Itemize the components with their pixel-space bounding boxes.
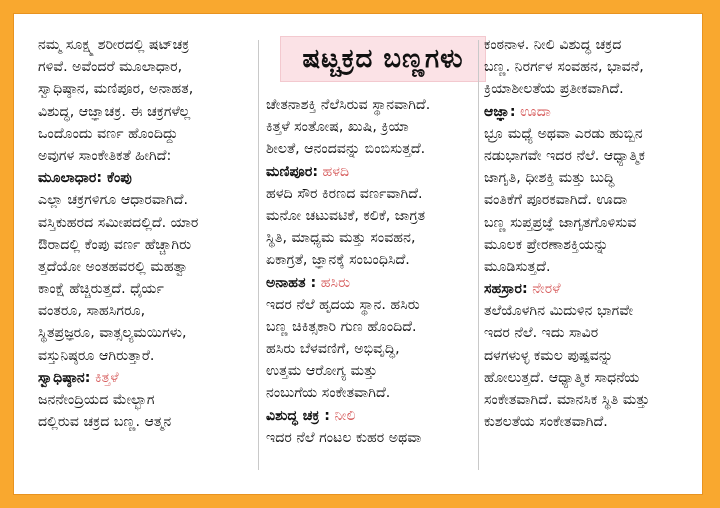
body-text-line: ಇದರ ನೆಲೆ ಗಂಟಲ ಕುಹರ ಅಥವಾ <box>266 429 422 446</box>
body-text-line: ಕಾಂಕ್ಷೆ ಹೆಚ್ಚಿರುತ್ತದೆ. ಧೈರ್ಯ <box>38 281 164 298</box>
body-text-line: ನಮ್ಮ ಸೂಕ್ಷ್ಮ ಶರೀರದಲ್ಲಿ ಷಟ್‌ಚಕ್ರ <box>38 37 190 53</box>
body-text-line: ಮೂಲಕ ಪ್ರೇರಣಾಶಕ್ತಿಯನ್ನು <box>484 236 609 253</box>
article-title: ಷಟ್ಚಕ್ರದ ಬಣ್ಣಗಳು <box>280 36 486 82</box>
body-text-line: ಹಸಿರು ಬೆಳವಣಿಗೆ, ಅಭಿವೃದ್ಧಿ, <box>266 341 400 358</box>
body-text-line: ನಂಬುಗೆಯ ಸಂಕೇತವಾಗಿದೆ. <box>266 385 391 402</box>
text-column-1 <box>38 34 256 433</box>
body-text-line: ಗಳಿವೆ. ಅವೆಂದರೆ ಮೂಲಾಧಾರ, <box>38 59 183 76</box>
body-text-line: ಶೀಲತೆ, ಆನಂದವನ್ನು ಬಿಂಬಿಸುತ್ತದೆ. <box>266 141 426 158</box>
body-text-line: ವಸ್ತುನಿಷ್ಠರೂ ಆಗಿರುತ್ತಾರೆ. <box>38 347 155 364</box>
text-column-2 <box>266 94 482 449</box>
body-text-line: ಕಂಠನಾಳ. ನೀಲಿ ವಿಶುದ್ಧ ಚಕ್ರದ <box>484 37 622 53</box>
body-text-line: ದಳಗಳುಳ್ಳ ಕಮಲ ಪುಷ್ಪವನ್ನು <box>484 347 614 364</box>
chakra-heading <box>266 405 482 427</box>
body-text-line: ಕುಶಲತೆಯ ಸಂಕೇತವಾಗಿದೆ. <box>484 414 608 431</box>
chakra-heading <box>484 101 702 123</box>
body-text-line: ಇದರ ನೆಲೆ. ಇದು ಸಾವಿರ <box>484 325 599 342</box>
body-text-line: ಬಣ್ಣ ಚಿಕಿತ್ಸಕಾರಿ ಗುಣ ಹೊಂದಿದೆ. <box>266 318 417 335</box>
body-text-line: ಒಂದೊಂದು ವರ್ಣ ಹೊಂದಿದ್ದು <box>38 125 178 142</box>
body-text-line: ಉತ್ತಮ ಆರೋಗ್ಯ ಮತ್ತು <box>266 363 378 380</box>
chakra-color: ಕೆಂಪು <box>102 170 132 187</box>
chakra-name: ಅನಾಹತ : <box>266 274 317 291</box>
body-text-line: ದಲ್ಲಿರುವ ಚಕ್ರದ ಬಣ್ಣ. ಆತ್ಮನ <box>38 414 172 431</box>
body-text-line: ಸ್ವಾಧಿಷ್ಠಾನ, ಮಣಿಪೂರ, ಅನಾಹತ, <box>38 81 194 98</box>
body-text-line: ಬಣ್ಣ ಸುಪ್ತಪ್ರಜ್ಞೆ ಜಾಗೃತಗೊಳಿಸುವ <box>484 214 637 231</box>
body-text-line: ಮನೋ ಚಟುವಟಿಕೆ, ಕಲಿಕೆ, ಜಾಗ್ರತ <box>266 207 426 224</box>
body-text-line: ಜಾಗೃತಿ, ಧೀಶಕ್ತಿ ಮತ್ತು ಬುದ್ಧಿ <box>484 170 615 187</box>
chakra-name: ಆಜ್ಞಾ: <box>484 103 516 120</box>
chakra-name: ಮೂಲಾಧಾರ: <box>38 170 103 187</box>
body-text-line: ಜನನೇಂದ್ರಿಯದ ಮೇಲ್ಭಾಗ <box>38 392 155 408</box>
chakra-name: ಸ್ವಾಧಿಷ್ಠಾನ: <box>38 369 91 386</box>
body-text-line: ಹೋಲುತ್ತದೆ. ಆಧ್ಯಾತ್ಮಿಕ ಸಾಧನೆಯ <box>484 369 640 386</box>
body-text-line: ಭ್ರೂ ಮಧ್ಯೆ ಅಥವಾ ಎರಡು ಹುಬ್ಬಿನ <box>484 125 643 142</box>
body-text-line: ನಡುಭಾಗವೇ ಇದರ ನೆಲೆ. ಆಧ್ಯಾತ್ಮಿಕ <box>484 147 646 164</box>
body-text-line: ಔರಾದಲ್ಲಿ ಕೆಂಪು ವರ್ಣ ಹೆಚ್ಚಾಗಿರು <box>38 236 192 253</box>
chakra-name: ಮಣಿಪೂರ: <box>266 163 318 180</box>
body-text-line: ವಿಶುದ್ಧ, ಆಜ್ಞಾಚಕ್ರ. ಈ ಚಕ್ರಗಳೆಲ್ಲ <box>38 103 191 120</box>
chakra-heading <box>266 161 482 183</box>
chakra-color: ಕಿತ್ತಳೆ <box>90 369 119 386</box>
chakra-color: ಊದಾ <box>515 103 551 120</box>
chakra-name: ವಿಶುದ್ಧ ಚಕ್ರ : <box>266 407 330 424</box>
body-text-line: ವಂತಿಕೆಗೆ ಪೂರಕವಾಗಿದೆ. ಊದಾ <box>484 192 628 209</box>
chakra-color: ನೇರಳೆ <box>527 281 561 298</box>
body-text-line: ಕ್ರಿಯಾಶೀಲತೆಯ ಪ್ರತೀಕವಾಗಿದೆ. <box>484 81 624 98</box>
chakra-heading <box>38 167 256 189</box>
body-text-line: ಸ್ಥಿತಪ್ರಜ್ಞರೂ, ವಾತ್ಸಲ್ಯಮಯಿಗಳು, <box>38 325 187 342</box>
chakra-color: ನೀಲಿ <box>329 407 356 424</box>
body-text-line: ಚೇತನಾಶಕ್ತಿ ನೆಲೆಸಿರುವ ಸ್ಥಾನವಾಗಿದೆ. <box>266 97 431 113</box>
body-text-line: ಸಂಕೇತವಾಗಿದೆ. ಮಾನಸಿಕ ಸ್ಥಿತಿ ಮತ್ತು <box>484 392 650 408</box>
body-text-line: ಹಳದಿ ಸೌರ ಕಿರಣದ ವರ್ಣವಾಗಿದೆ. <box>266 185 423 202</box>
text-column-3 <box>484 34 702 433</box>
column-divider <box>258 40 259 470</box>
chakra-heading <box>38 367 256 389</box>
body-text-line: ಇದರ ನೆಲೆ ಹೃದಯ ಸ್ಥಾನ. ಹಸಿರು <box>266 296 420 313</box>
body-text-line: ಕಿತ್ತಳೆ ಸಂತೋಷ, ಖುಷಿ, ಕ್ರಿಯಾ <box>266 119 409 136</box>
body-text-line: ಏಕಾಗ್ರತೆ, ಜ್ಞಾನಕ್ಕೆ ಸಂಬಂಧಿಸಿದೆ. <box>266 252 410 269</box>
chakra-heading <box>484 278 702 300</box>
chakra-color: ಹಸಿರು <box>316 274 351 291</box>
chakra-heading <box>266 272 482 294</box>
body-text-line: ಸ್ಥಿತಿ, ಮಾಧ್ಯಮ ಮತ್ತು ಸಂವಹನ, <box>266 230 416 247</box>
chakra-color: ಹಳದಿ <box>318 163 350 180</box>
body-text-line: ವಂತರೂ, ಸಾಹಸಿಗರೂ, <box>38 303 146 320</box>
body-text-line: ಮೂಡಿಸುತ್ತದೆ. <box>484 258 551 275</box>
body-text-line: ಅವುಗಳ ಸಾಂಕೇತಿಕತೆ ಹೀಗಿದೆ: <box>38 147 172 164</box>
body-text-line: ವಸ್ತಿಕುಹರದ ಸಮೀಪದಲ್ಲಿದೆ. ಯಾರ <box>38 214 199 231</box>
body-text-line: ಬಣ್ಣ. ನಿರರ್ಗಳ ಸಂವಹನ, ಭಾವನೆ, <box>484 59 644 76</box>
body-text-line: ತಲೆಯೊಳಗಿನ ಮಿದುಳಿನ ಭಾಗವೇ <box>484 303 634 320</box>
chakra-name: ಸಹಸ್ರಾರ: <box>484 281 528 298</box>
body-text-line: ಎಲ್ಲಾ ಚಕ್ರಗಳಿಗೂ ಆಧಾರವಾಗಿದೆ. <box>38 192 188 209</box>
body-text-line: ತ್ತದೆಯೋ ಅಂತಹವರಲ್ಲಿ ಮಹತ್ವಾ <box>38 258 189 275</box>
